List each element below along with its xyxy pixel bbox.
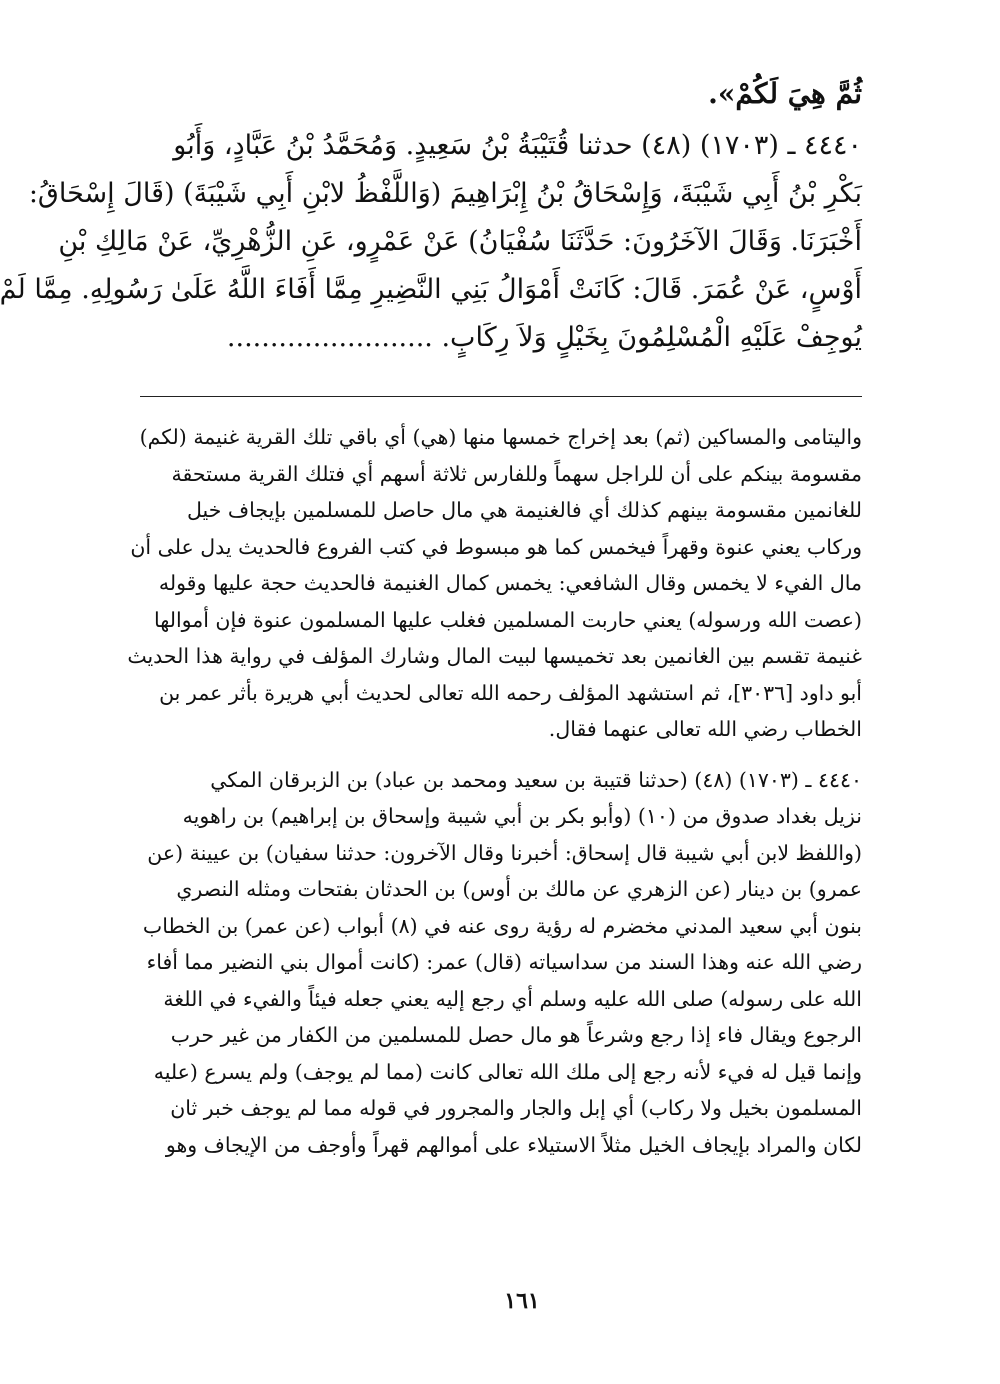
hadith-line: أَوْسٍ، عَنْ عُمَرَ. قَالَ: كَانَتْ أَمْوَالُ بَنِي النَّضِيرِ مِمَّا أَفَاءَ اللَّهُ عَلَىٰ رَسُولِهِ. مِمَّا لَمْ [0, 274, 862, 305]
commentary-line: مقسومة بينكم على أن للراجل سهماً وللفارس ثلاثة أسهم أي فتلك القرية مستحقة [171, 461, 862, 486]
hadith-line: يُوجِفْ عَلَيْهِ الْمُسْلِمُونَ بِخَيْلٍ وَلاَ رِكَابٍ. ........................ [226, 322, 862, 353]
commentary-paragraph [127, 419, 862, 748]
commentary-line: ٤٤٤٠ ـ (١٧٠٣) (٤٨) (حدثنا قتيبة بن سعيد ومحمد بن عباد) بن الزبرقان المكي [210, 767, 862, 792]
separator-rule [140, 396, 862, 397]
commentary-line: (عصت الله ورسوله) يعني حاربت المسلمين فغلب عليها المسلمون عنوة فإن أموالها [154, 607, 862, 632]
commentary-line: لكان والمراد بإيجاف الخيل مثلاً الاستيلاء على أموالهم قهراً وأوجف من الإيجاف وهو [165, 1132, 862, 1157]
hadith-line: أَخْبَرَنَا. وَقَالَ الآخَرُونَ: حَدَّثَنَا سُفْيَانُ) عَنْ عَمْرٍو، عَنِ الزُّهْرِيِّ، عَنْ مَالِكِ بْنِ [58, 226, 862, 257]
commentary-paragraph [140, 762, 862, 1164]
commentary-line: الخطاب رضي الله تعالى عنهما فقال. [548, 717, 862, 741]
commentary-text [127, 419, 862, 1163]
hadith-line: بَكْرِ بْنُ أَبِي شَيْبَةَ، وَإِسْحَاقُ بْنُ إِبْرَاهِيمَ (وَاللَّفْظُ لابْنِ أَبِي شَيْبَةَ) (قَالَ إِسْحَاقُ: [28, 178, 862, 209]
commentary-line: غنيمة تقسم بين الغانمين بعد تخميسها لبيت المال وشارك المؤلف في رواية هذا الحديث [127, 644, 862, 668]
commentary-line: عمرو) بن دينار (عن الزهري عن مالك بن أوس) بن الحدثان بفتحات ومثله النصري [176, 877, 862, 901]
hadith-closing-line: ثُمَّ هِيَ لَكُمْ». [708, 77, 862, 110]
page-body [0, 70, 862, 1163]
hadith-text [0, 70, 862, 362]
commentary-line: وركاب يعني عنوة وقهراً فيخمس كما هو مبسوط في كتب الفروع فالحديث يدل على أن [130, 534, 862, 559]
commentary-line: رضي الله عنه وهذا السند من سداسياته (قال) عمر: (كانت أموال بني النضير مما أفاء [146, 950, 862, 974]
commentary-line: بنون أبي سعيد المدني مخضرم له رؤية روى عنه في (٨) أبواب (عن عمر) بن الخطاب [142, 913, 862, 938]
commentary-line: الرجوع ويقال فاء إذا رجع وشرعاً هو مال حصل للمسلمين من الكفار من غير حرب [170, 1023, 862, 1047]
commentary-line: مال الفيء لا يخمس وقال الشافعي: يخمس كمال الغنيمة فالحديث حجة عليها وقوله [158, 571, 862, 595]
commentary-line: نزيل بغداد صدوق من (١٠) (وأبو بكر بن أبي شيبة وإسحاق بن إبراهيم) بن راهويه [182, 804, 862, 828]
commentary-line: المسلمون بخيل ولا ركاب) أي إبل والجار والمجرور في قوله مما لم يوجف خبر ثان [170, 1096, 862, 1120]
page-number: ١٦١ [504, 1288, 540, 1314]
commentary-line: الله على رسوله) صلى الله عليه وسلم أي رجع إليه يعني جعله فيئاً والفيء في اللغة [163, 986, 862, 1011]
commentary-line: وإنما قيل له فيء لأنه رجع إلى ملك الله تعالى كانت (مما لم يوجف) ولم يسرع (عليه [153, 1059, 862, 1084]
commentary-line: واليتامى والمساكين (ثم) بعد إخراج خمسها منها (هي) أي باقي تلك القرية غنيمة (لكم) [139, 425, 862, 449]
commentary-line: (واللفظ لابن أبي شيبة قال إسحاق: أخبرنا وقال الآخرون: حدثنا سفيان) بن عيينة (عن [147, 840, 862, 865]
hadith-line: ٤٤٤٠ ـ (١٧٠٣) (٤٨) حدثنا قُتَيْبَةُ بْنُ سَعِيدٍ. وَمُحَمَّدُ بْنُ عَبَّادٍ، وَأَبُو [173, 130, 862, 161]
commentary-line: للغانمين مقسومة بينهم كذلك أي فالغنيمة هي مال حاصل للمسلمين بإيجاف خيل [187, 498, 862, 522]
commentary-line: أبو داود [٣٠٣٦]، ثم استشهد المؤلف رحمه الله تعالى لحديث أبي هريرة بأثر عمر بن [159, 680, 862, 705]
